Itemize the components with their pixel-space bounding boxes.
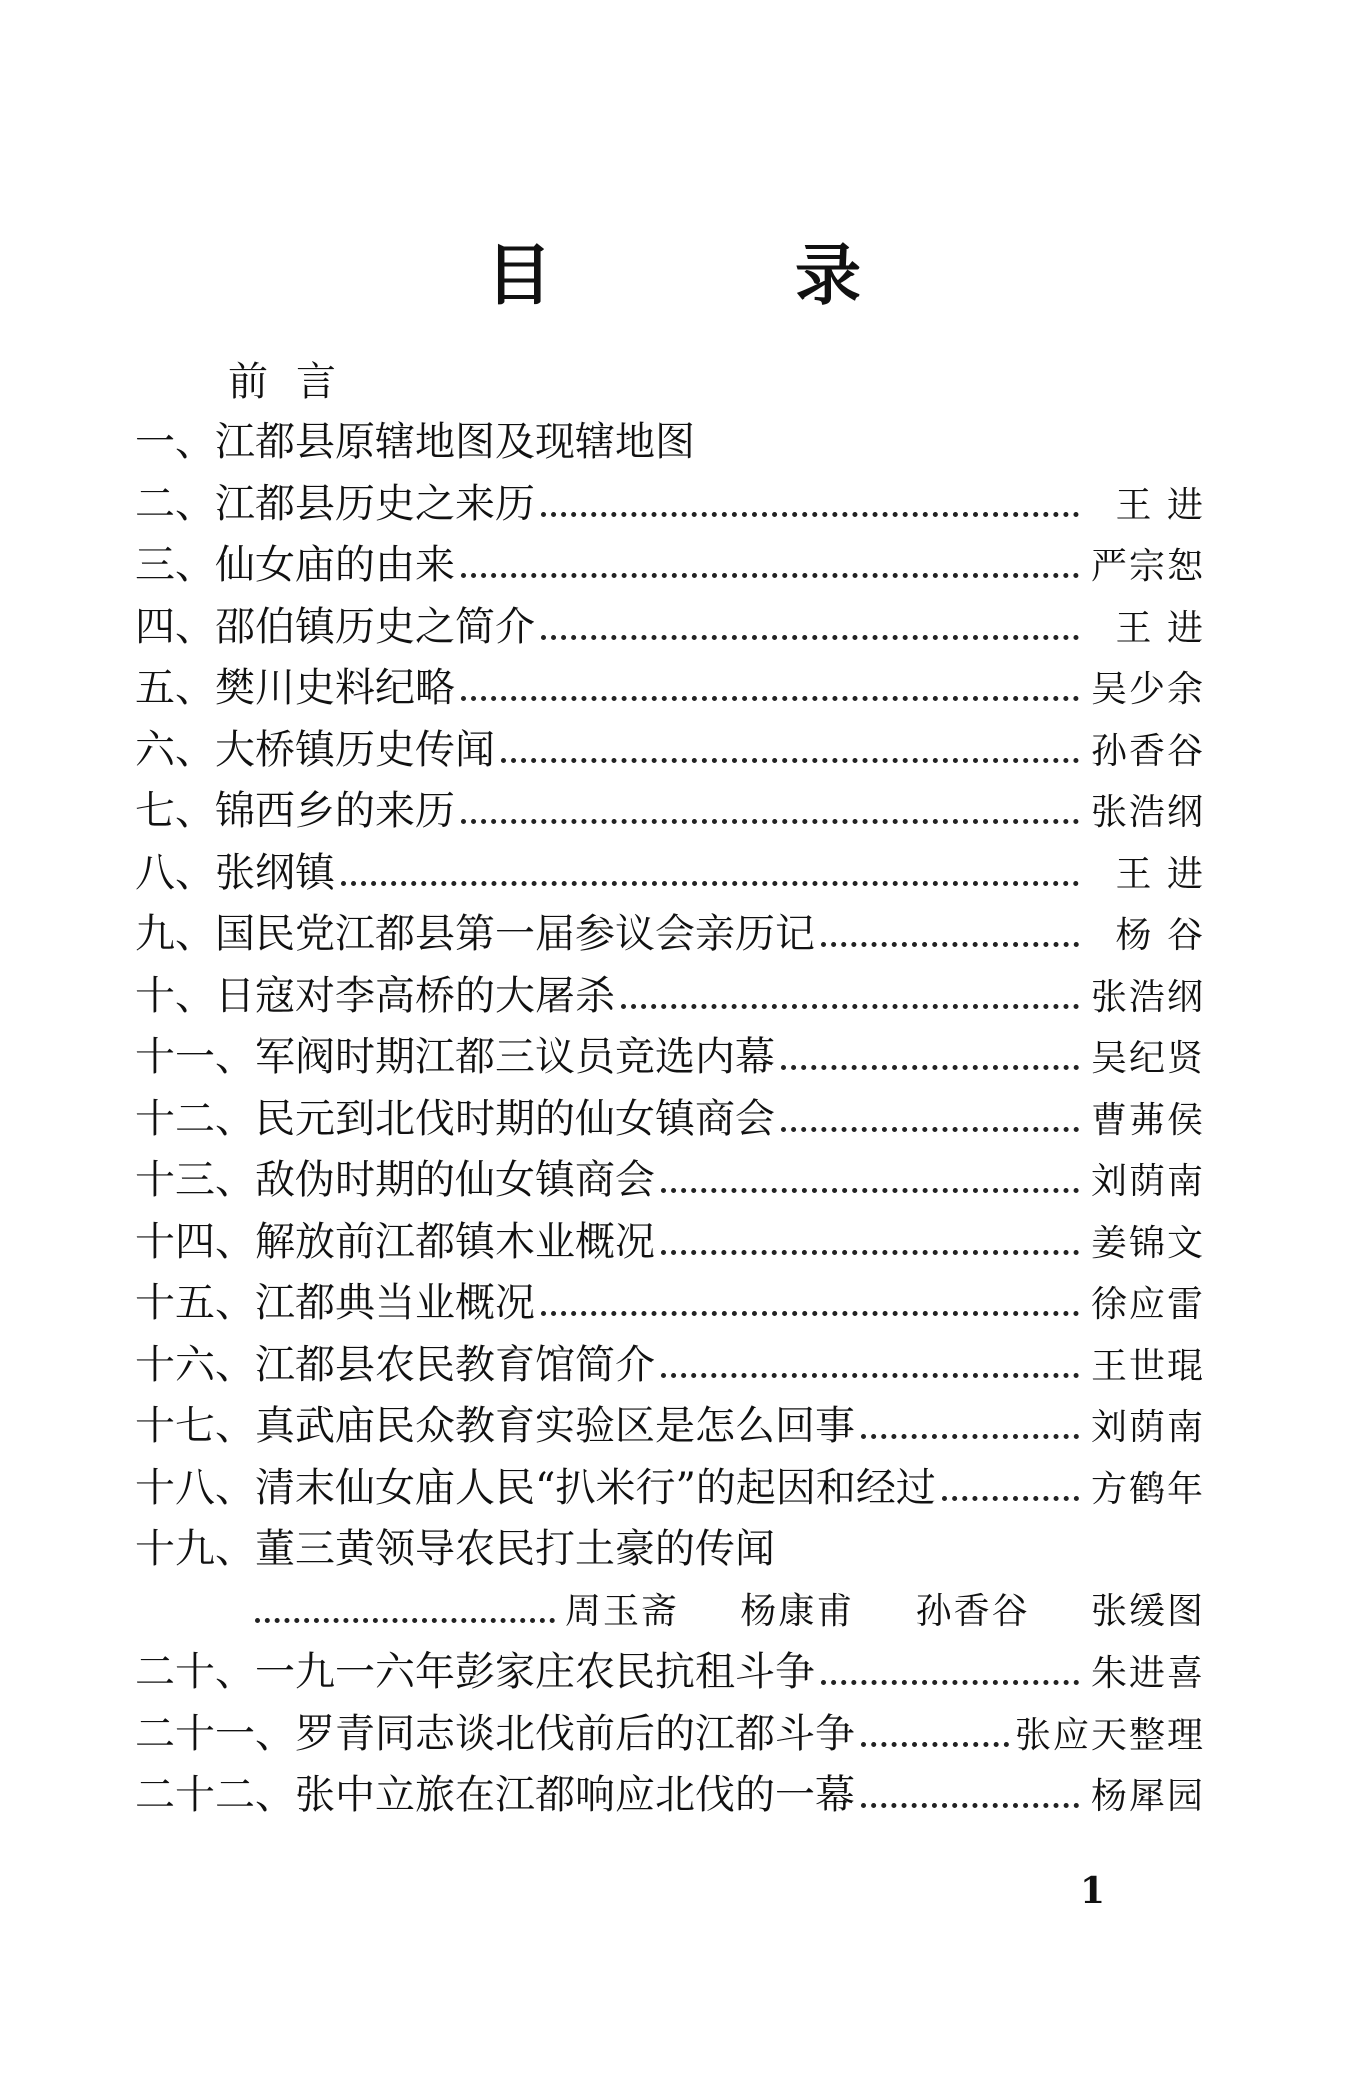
entry-number: 九、 xyxy=(135,911,215,957)
entry-author: 杨犀园 xyxy=(1090,1776,1205,1817)
entry-number: 十六、 xyxy=(135,1341,255,1388)
dot-leader xyxy=(661,1250,1079,1255)
toc-entry-19[interactable] xyxy=(135,1519,1205,1581)
page-title: 目 录 xyxy=(486,237,971,314)
entry-author: 刘荫南 xyxy=(1090,1407,1205,1448)
toc-entry-11[interactable] xyxy=(135,1027,1205,1089)
entry-number: 七、 xyxy=(135,788,215,834)
entry-author: 杨康甫 xyxy=(740,1590,855,1632)
toc-entry-3[interactable] xyxy=(135,535,1205,597)
toc-entry-7[interactable] xyxy=(135,781,1205,843)
toc-entry-6[interactable] xyxy=(135,720,1205,782)
entry-number: 十三、 xyxy=(135,1157,255,1203)
entry-title: 日寇对李高桥的大屠杀 xyxy=(215,972,615,1019)
dot-leader xyxy=(942,1496,1079,1501)
toc-entry-8[interactable] xyxy=(135,843,1205,905)
toc-entry-18[interactable] xyxy=(135,1458,1205,1520)
entry-number: 五、 xyxy=(135,665,215,711)
dot-leader xyxy=(341,881,1079,886)
dot-leader xyxy=(621,1004,1079,1009)
dot-leader xyxy=(661,1373,1079,1378)
entry-author: 孙香谷 xyxy=(1090,730,1205,772)
entry-title: 真武庙民众教育实验区是怎么回事 xyxy=(255,1403,855,1449)
entry-number: 十四、 xyxy=(135,1218,255,1265)
entry-title: 民元到北伐时期的仙女镇商会 xyxy=(255,1095,775,1142)
entry-author: 严宗恕 xyxy=(1090,546,1205,587)
entry-title: 大桥镇历史传闻 xyxy=(215,726,495,773)
entry-title: 解放前江都镇木业概况 xyxy=(255,1218,655,1265)
entry-number: 十九、 xyxy=(135,1526,255,1572)
entry-number: 四、 xyxy=(135,603,215,650)
entry-author: 张应天整理 xyxy=(1014,1714,1205,1756)
entry-author: 朱进喜 xyxy=(1090,1653,1205,1694)
dot-leader xyxy=(661,1188,1079,1193)
entry-number: 六、 xyxy=(135,726,215,773)
entry-title: 敌伪时期的仙女镇商会 xyxy=(255,1157,655,1203)
entry-title: 江都典当业概况 xyxy=(255,1280,535,1326)
dot-leader xyxy=(541,1311,1079,1316)
entry-title: 樊川史料纪略 xyxy=(215,665,455,711)
entry-number: 十二、 xyxy=(135,1095,255,1142)
dot-leader xyxy=(821,1680,1079,1685)
toc-entry-16[interactable] xyxy=(135,1335,1205,1397)
toc-entry-1[interactable] xyxy=(135,412,1205,474)
toc-entry-21[interactable] xyxy=(135,1704,1205,1766)
entry-author: 张浩纲 xyxy=(1090,976,1205,1018)
toc-entry-13[interactable] xyxy=(135,1150,1205,1212)
dot-leader xyxy=(861,1434,1079,1439)
entry-author: 方鹤年 xyxy=(1090,1468,1205,1510)
toc-entry-5[interactable] xyxy=(135,658,1205,720)
entry-title: 邵伯镇历史之简介 xyxy=(215,603,535,650)
toc-entry-19-authors xyxy=(135,1581,1205,1643)
entry-title: 国民党江都县第一届参议会亲历记 xyxy=(215,911,815,957)
dot-leader xyxy=(461,819,1079,824)
entry-author: 王 进 xyxy=(1115,484,1205,526)
entry-author: 张浩纲 xyxy=(1090,792,1205,833)
entry-title: 锦西乡的来历 xyxy=(215,788,455,834)
entry-number: 一、 xyxy=(135,419,215,465)
toc-entry-17[interactable] xyxy=(135,1396,1205,1458)
entry-number: 二十、 xyxy=(135,1649,255,1695)
entry-title: 江都县历史之来历 xyxy=(215,480,535,527)
toc-entry-2[interactable] xyxy=(135,474,1205,536)
toc-entry-20[interactable] xyxy=(135,1642,1205,1704)
entry-author: 徐应雷 xyxy=(1090,1284,1205,1325)
entry-title: 江都县农民教育馆简介 xyxy=(255,1341,655,1388)
entry-number: 三、 xyxy=(135,542,215,588)
entry-number: 二十一、 xyxy=(135,1710,295,1757)
entry-title: 张中立旅在江都响应北伐的一幕 xyxy=(295,1772,855,1818)
entry-number: 十、 xyxy=(135,972,215,1019)
entry-title: 江都县原辖地图及现辖地图 xyxy=(215,419,695,465)
toc-entry-15[interactable] xyxy=(135,1273,1205,1335)
toc-entry-12[interactable] xyxy=(135,1089,1205,1151)
entry-author: 王 进 xyxy=(1115,853,1205,895)
toc-entry-14[interactable] xyxy=(135,1212,1205,1274)
entry-author: 刘荫南 xyxy=(1090,1161,1205,1202)
toc-entry-22[interactable] xyxy=(135,1765,1205,1827)
entry-title: 张纲镇 xyxy=(215,849,335,896)
entry-author: 王世琨 xyxy=(1090,1345,1205,1387)
entry-author: 张缓图 xyxy=(1090,1590,1205,1632)
entry-author: 曹茀侯 xyxy=(1090,1099,1205,1141)
dot-leader xyxy=(501,758,1079,763)
dot-leader xyxy=(821,942,1079,947)
entry-number: 二、 xyxy=(135,480,215,527)
entry-author: 孙香谷 xyxy=(915,1590,1030,1632)
dot-leader xyxy=(861,1742,1009,1747)
entry-title: 罗青同志谈北伐前后的江都斗争 xyxy=(295,1710,855,1757)
entry-title: 一九一六年彭家庄农民抗租斗争 xyxy=(255,1649,815,1695)
dot-leader xyxy=(861,1803,1079,1808)
entry-number: 十一、 xyxy=(135,1034,255,1080)
entry-author: 吴纪贤 xyxy=(1090,1038,1205,1079)
entry-title: 董三黄领导农民打土豪的传闻 xyxy=(255,1526,775,1572)
entry-author: 杨 谷 xyxy=(1115,915,1205,956)
dot-leader xyxy=(461,696,1079,701)
entry-title: 清末仙女庙人民“扒米行”的起因和经过 xyxy=(255,1464,936,1511)
entry-number: 二十二、 xyxy=(135,1772,295,1818)
entry-number: 八、 xyxy=(135,849,215,896)
dot-leader xyxy=(541,512,1079,517)
toc-entry-4[interactable] xyxy=(135,597,1205,659)
entry-number: 十七、 xyxy=(135,1403,255,1449)
entry-title: 军阀时期江都三议员竞选内幕 xyxy=(255,1034,775,1080)
entry-author: 周玉斋 xyxy=(565,1590,680,1632)
page-number: 1 xyxy=(1080,1870,1106,1912)
toc-entry-10[interactable] xyxy=(135,966,1205,1028)
dot-leader xyxy=(781,1127,1079,1132)
dot-leader xyxy=(461,573,1079,578)
dot-leader xyxy=(541,635,1079,640)
entry-title: 仙女庙的由来 xyxy=(215,542,455,588)
entry-number: 十五、 xyxy=(135,1280,255,1326)
dot-leader xyxy=(255,1618,555,1623)
entry-author: 姜锦文 xyxy=(1090,1222,1205,1264)
entry-number: 十八、 xyxy=(135,1464,255,1511)
table-of-contents xyxy=(135,412,1205,1827)
entry-author: 王 进 xyxy=(1115,607,1205,649)
toc-entry-9[interactable] xyxy=(135,904,1205,966)
author-list xyxy=(565,1581,1205,1643)
preface-entry: 前言 xyxy=(228,359,364,405)
dot-leader xyxy=(781,1065,1079,1070)
entry-author: 吴少余 xyxy=(1090,669,1205,710)
